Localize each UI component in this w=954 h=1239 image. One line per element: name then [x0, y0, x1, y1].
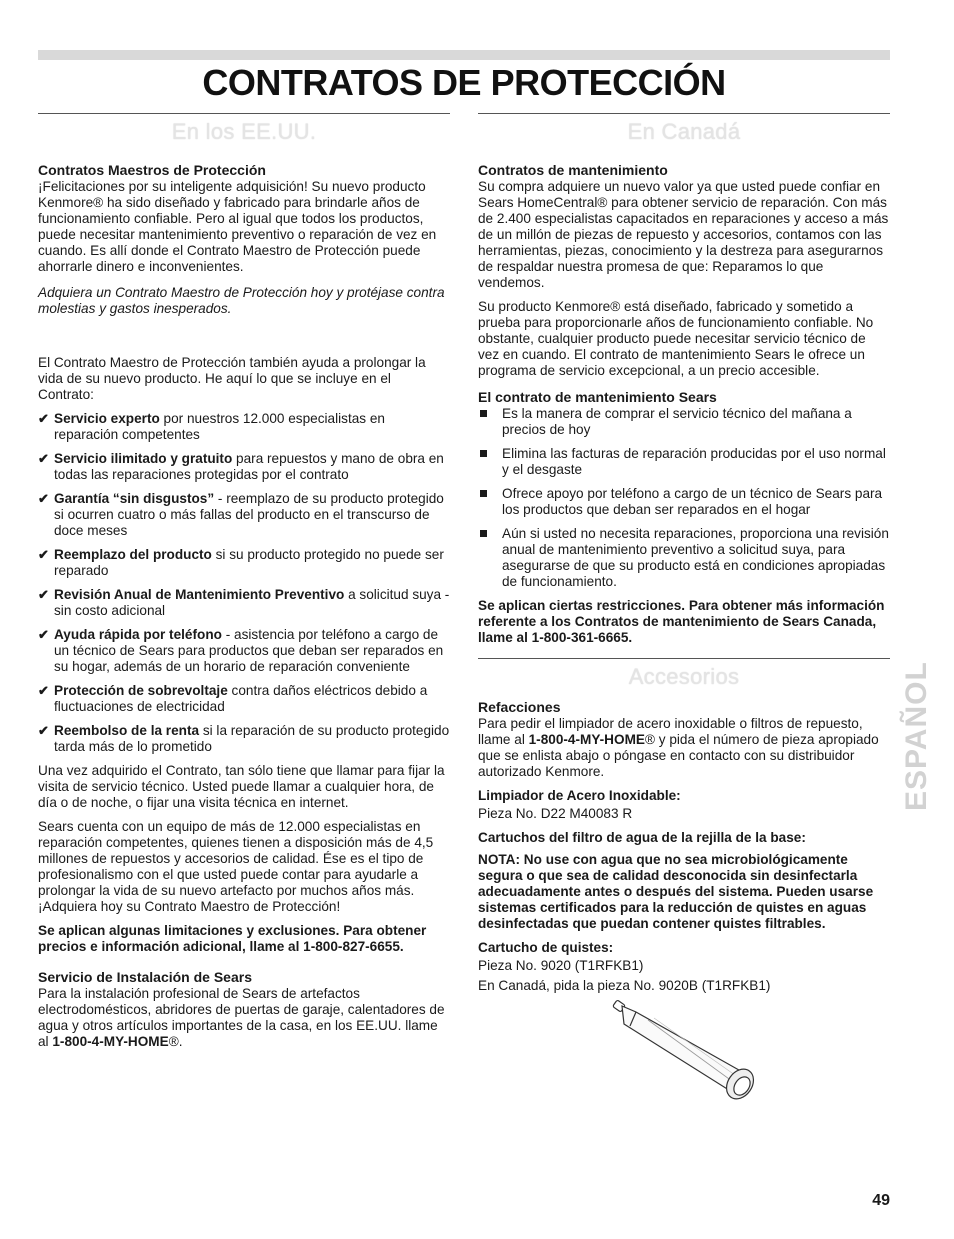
paragraph-note: NOTA: No use con agua que no sea microbiológicamente segura o que sea de calidad desconocida sin desinfectarla adecuadamente antes o después del sistema. Pueden usarse sistemas certificados para la reducción de quistes en aguas desinfectadas que puedan contener quistes filtrables. — [478, 852, 874, 931]
list-item: ✔ Reemplazo del producto si su producto protegido no puede ser reparado — [38, 547, 444, 578]
checkmark-icon: ✔ — [38, 627, 49, 642]
paragraph-also: El Contrato Maestro de Protección también ayuda a prolongar la vida de su nuevo producto. He aquí lo que se incluye en el Contrato: — [38, 355, 426, 402]
square-bullet-icon — [480, 530, 487, 537]
right-column — [478, 119, 890, 1002]
header-bar — [38, 50, 890, 60]
checkmark-icon: ✔ — [38, 683, 49, 698]
checkmark-icon: ✔ — [38, 411, 49, 426]
heading-installation: Servicio de Instalación de Sears — [38, 969, 252, 985]
checkmark-icon: ✔ — [38, 723, 49, 738]
accessories-rule — [478, 658, 890, 659]
filter-cartridge-icon — [613, 1000, 759, 1100]
square-bullet-icon — [480, 490, 487, 497]
checkmark-icon: ✔ — [38, 587, 49, 602]
heading-maintenance: Contratos de mantenimiento — [478, 162, 668, 178]
subheading-cartridges: Cartuchos del filtro de agua de la rejilla de la base: — [478, 830, 806, 845]
paragraph-limitations: Se aplican algunas limitaciones y exclusiones. Para obtener precios e información adicional, llame al 1-800-827-6655. — [38, 923, 427, 954]
paragraph-restrictions: Se aplican ciertas restricciones. Para obtener más información referente a los Contratos de mantenimiento de Sears Canada, llame al 1-800-361-6665. — [478, 598, 885, 645]
left-column — [38, 119, 450, 1058]
square-bullet-icon — [480, 410, 487, 417]
benefits-list — [38, 411, 450, 755]
square-bullet-icon — [480, 450, 487, 457]
left-header-rule — [38, 113, 450, 114]
heading-parts: Refacciones — [478, 699, 561, 715]
page-title: CONTRATOS DE PROTECCIÓN — [202, 62, 726, 103]
list-item: ✔ Garantía “sin disgustos” - reemplazo de su producto protegido si ocurren cuatro o más fallas del producto en el transcurso de doce meses — [38, 491, 444, 538]
paragraph-maintenance-1: Su compra adquiere un nuevo valor ya que usted puede confiar en Sears HomeCentral® para obtener servicio de reparación. Con más de 2.400 especialistas capacitados en reparaciones y acceso a más de un millón de piezas de repuesto y accesorios, contamos con las herramientas, piezas, conocimiento y la destreza para asegurarnos de respaldar nuestra promesa de que: Reparamos lo que vendemos. — [478, 179, 889, 290]
subheading-cyst: Cartucho de quistes: — [478, 940, 614, 955]
paragraph-maintenance-2: Su producto Kenmore® está diseñado, fabricado y sometido a prueba para proporcionarle años de funcionamiento confiable. No obstante, cualquier producto puede necesitar servicio técnico de vez en cuando. El contrato de mantenimiento Sears le ofrece un programa de servicio excepcional, a un precio accesible. — [478, 299, 874, 378]
paragraph-parts: Para pedir el limpiador de acero inoxidable o filtros de repuesto, llame al 1-800-4-MY-HOME® y pida el número de pieza apropiado que se enlista abajo o póngase en contacto con su distribuidor autorizado Kenmore. — [478, 716, 879, 779]
checkmark-icon: ✔ — [38, 491, 49, 506]
cyst-canada-part: En Canadá, pida la pieza No. 9020B (T1RFKB1) — [478, 978, 771, 993]
heading-master-contracts: Contratos Maestros de Protección — [38, 162, 266, 178]
list-item: ✔ Servicio ilimitado y gratuito para repuestos y mano de obra en todas las reparaciones protegidas por el contrato — [38, 451, 444, 482]
paragraph-once: Una vez adquirido el Contrato, tan sólo tiene que llamar para fijar la visita de servicio técnico. Usted puede llamar a cualquier hora, de día o de noche, o fijar una visita técnica en internet. — [38, 763, 445, 810]
list-item: ✔ Protección de sobrevoltaje contra daños eléctricos debido a fluctuaciones de electricidad — [38, 683, 428, 714]
checkmark-icon: ✔ — [38, 547, 49, 562]
list-item: Aún si usted no necesita reparaciones, proporciona una revisión anual de mantenimiento preventivo a solicitud suya, para asegurarse de que su producto está en condiciones apropiadas de funcionamiento. — [478, 526, 890, 590]
list-item: ✔ Servicio experto por nuestros 12.000 especialistas en reparación competentes — [38, 411, 385, 442]
cyst-part-number: Pieza No. 9020 (T1RFKB1) — [478, 958, 644, 973]
page-number: 49 — [872, 1192, 890, 1209]
list-item: Es la manera de comprar el servicio técnico del mañana a precios de hoy — [478, 406, 890, 438]
paragraph-italic: Adquiera un Contrato Maestro de Protección hoy y protéjase contra molestias y gastos inesperados. — [38, 285, 445, 316]
right-header-rule — [478, 113, 890, 114]
cleaner-part-number: Pieza No. D22 M40083 R — [478, 806, 633, 821]
checkmark-icon: ✔ — [38, 451, 49, 466]
list-item: ✔ Reembolso de la renta si la reparación de su producto protegido tarda más de lo prometido — [38, 723, 450, 754]
subheading-cleaner: Limpiador de Acero Inoxidable: — [478, 788, 681, 803]
section-banner-usa: En los EE.UU. — [171, 119, 317, 144]
paragraph-installation: Para la instalación profesional de Sears de artefactos electrodomésticos, abridores de puertas de garaje, calentadores de agua y otros artículos importantes de la casa, en los EE.UU. llame al 1-800-4-MY-HOME®. — [38, 986, 445, 1049]
list-item: Ofrece apoyo por teléfono a cargo de un técnico de Sears para los productos que deban ser reparados en el hogar — [478, 486, 890, 518]
contract-bullet-list — [478, 406, 890, 590]
paragraph-intro: ¡Felicitaciones por su inteligente adquisición! Su nuevo producto Kenmore® ha sido diseñado y fabricado para brindarle años de funcionamiento confiable. Pero al igual que todos los productos, puede necesitar mantenimiento preventivo o reparación de vez en cuando. Es allí donde el Contrato Maestro de Protección puede ahorrarle dinero e inconvenientes. — [38, 179, 437, 274]
section-banner-accessories: Accesorios — [628, 664, 740, 689]
list-item: Elimina las facturas de reparación producidas por el uso normal y el desgaste — [478, 446, 890, 478]
filter-cartridge-image — [608, 996, 768, 1100]
paragraph-team: Sears cuenta con un equipo de más de 12.000 especialistas en reparación competentes, quienes tienen a disposición más de 4,5 millones de repuestos y accesorios de calidad. Ése es el tipo de profesionalismo con el que usted puede contar para ayudarle a prolongar la vida de su nuevo artefacto por muchos años más. ¡Adquiera hoy su Contrato Maestro de Protección! — [38, 819, 434, 914]
heading-sears-contract: El contrato de mantenimiento Sears — [478, 389, 717, 405]
section-banner-canada: En Canadá — [627, 119, 741, 144]
list-item: ✔ Revisión Anual de Mantenimiento Preventivo a solicitud suya - sin costo adicional — [38, 587, 450, 618]
list-item: ✔ Ayuda rápida por teléfono - asistencia por teléfono a cargo de un técnico de Sears para productos que deban ser reparados en su hogar, además de un horario de reparación conveniente — [38, 627, 444, 674]
language-side-tab: ESPAÑOL — [900, 661, 933, 811]
